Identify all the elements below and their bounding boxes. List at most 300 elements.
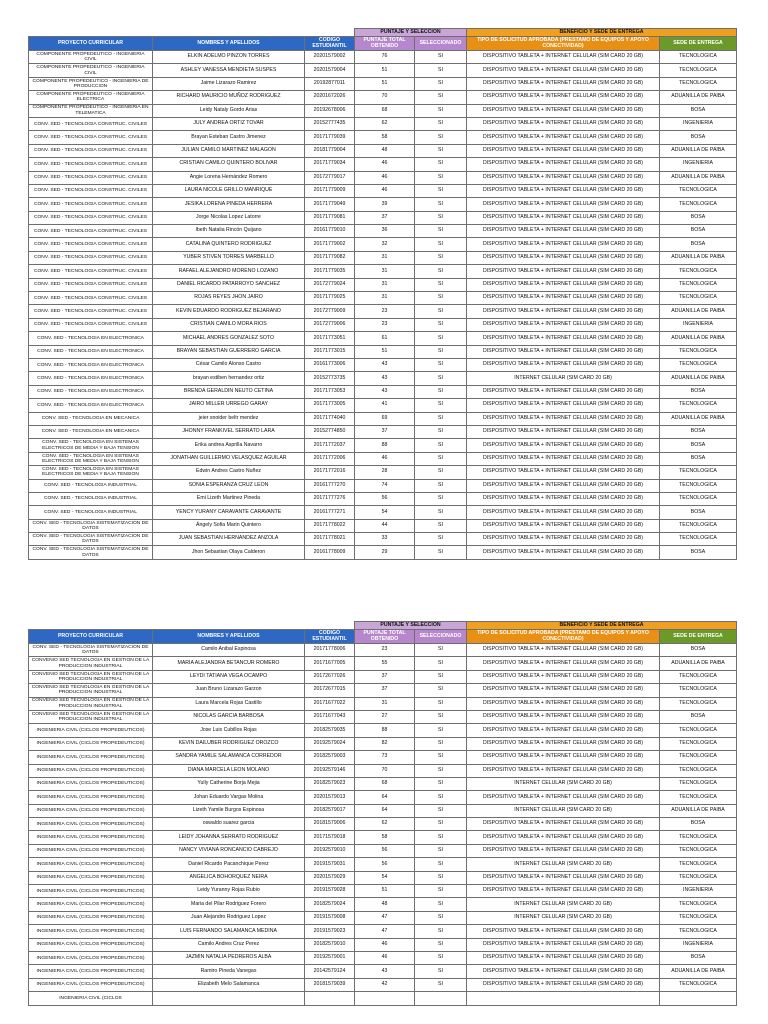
cell-seleccionado: SI: [415, 670, 467, 683]
cell-proyecto: CONV. SED - TECNOLOGIA EN ELECTRONICA: [29, 358, 153, 371]
cell-seleccionado: SI: [415, 898, 467, 911]
table-row: [29, 171, 737, 184]
table-row: [29, 804, 737, 817]
table-row: [29, 439, 737, 452]
column-header-row: [29, 37, 737, 51]
cell-tipo: DISPOSITIVO TABLETA + INTERNET CELULAR (SIM CARD 20 GB): [467, 479, 660, 492]
cell-tipo: DISPOSITIVO TABLETA + INTERNET CELULAR (SIM CARD 20 GB): [467, 492, 660, 505]
cell-tipo: DISPOSITIVO TABLETA + INTERNET CELULAR (SIM CARD 20 GB): [467, 710, 660, 723]
cell-codigo: 20171779009: [305, 184, 355, 197]
cell-puntaje: 58: [355, 131, 415, 144]
table-row: [29, 844, 737, 857]
cell-puntaje: 47: [355, 911, 415, 924]
cell-puntaje: 31: [355, 265, 415, 278]
cell-codigo: 20192678006: [305, 104, 355, 117]
cell-seleccionado: SI: [415, 938, 467, 951]
cell-puntaje: 70: [355, 764, 415, 777]
table-row: [29, 885, 737, 898]
cell-sede: TECNOLOGICA: [660, 198, 737, 211]
cell-nombre: Ramiro Pineda Vanegas: [153, 965, 305, 978]
cell-proyecto: CONV. SED - TECNOLOGIA EN SISTEMAS ELECTRICOS DE MEDIA Y BAJA TENSION: [29, 466, 153, 479]
cell-nombre: Angie Lorena Hernández Romero: [153, 171, 305, 184]
group-beneficio: BENEFICIO Y SEDE DE ENTREGA: [467, 622, 737, 630]
cell-tipo: INTERNET CELULAR (SIM CARD 20 GB): [467, 911, 660, 924]
cell-puntaje: 43: [355, 358, 415, 371]
cell-tipo: DISPOSITIVO TABLETA + INTERNET CELULAR (SIM CARD 20 GB): [467, 764, 660, 777]
cell-tipo: DISPOSITIVO TABLETA + INTERNET CELULAR (SIM CARD 20 GB): [467, 519, 660, 532]
cell-puntaje: 88: [355, 724, 415, 737]
table-row: [29, 278, 737, 291]
cell-nombre: KEVIN EDUARDO RODRIGUEZ BEJARANO: [153, 305, 305, 318]
cell-codigo: 20191579023: [305, 925, 355, 938]
cell-puntaje: 32: [355, 238, 415, 251]
students-table-1: [28, 28, 737, 560]
cell-puntaje: 69: [355, 412, 415, 425]
cell-codigo: 20171677022: [305, 697, 355, 710]
col-seleccionado: SELECCIONADO: [415, 630, 467, 644]
cell-nombre: ANGELICA BOHORQUEZ NEIRA: [153, 871, 305, 884]
cell-proyecto: INGENIERIA CIVIL (CICLOS PROPEDEUTICOS): [29, 751, 153, 764]
cell-nombre: BRAYAN SEBASTIAN GUERRERO GARCIA: [153, 345, 305, 358]
cell-puntaje: 74: [355, 479, 415, 492]
cell-puntaje: 23: [355, 318, 415, 331]
cell-sede: TECNOLOGICA: [660, 911, 737, 924]
cell-sede: TECNOLOGICA: [660, 533, 737, 546]
cell-sede: ADUANILLA DE PAIBA: [660, 412, 737, 425]
cell-proyecto: CONV. SED - TECNOLOGIA INDUSTRIAL: [29, 506, 153, 519]
cell-codigo: 20191579031: [305, 858, 355, 871]
table-row: [29, 131, 737, 144]
cell-sede: TECNOLOGICA: [660, 292, 737, 305]
cell-tipo: DISPOSITIVO TABLETA + INTERNET CELULAR (SIM CARD 20 GB): [467, 104, 660, 117]
cell-proyecto: CONVENIO SED TECNOLOGIA EN GESTION DE LA PRODUCCION INDUSTRIAL: [29, 657, 153, 670]
cell-proyecto: CONVENIO SED TECNOLOGIA EN GESTION DE LA PRODUCCION INDUSTRIAL: [29, 710, 153, 723]
cell-sede: TECNOLOGICA: [660, 898, 737, 911]
cell-nombre: CATALINA QUINTERO RODRIGUEZ: [153, 238, 305, 251]
cell-sede: BOSA: [660, 104, 737, 117]
table-row: [29, 992, 737, 1005]
table-row: [29, 737, 737, 750]
cell-codigo: 20171773051: [305, 332, 355, 345]
cell-proyecto: CONV. SED - TECNOLOGIA CONSTRUC. CIVILES: [29, 117, 153, 130]
cell-tipo: INTERNET CELULAR (SIM CARD 20 GB): [467, 858, 660, 871]
cell-seleccionado: SI: [415, 64, 467, 77]
cell-sede: TECNOLOGICA: [660, 358, 737, 371]
cell-sede: BOSA: [660, 644, 737, 657]
cell-nombre: Lizeth Yamile Burgos Espinosa: [153, 804, 305, 817]
cell-nombre: BRENDA GERALDIN NEUTO CETINA: [153, 385, 305, 398]
cell-sede: ADUANILLA DE PAIBA: [660, 332, 737, 345]
cell-codigo: [305, 992, 355, 1005]
cell-tipo: DISPOSITIVO TABLETA + INTERNET CELULAR (SIM CARD 20 GB): [467, 345, 660, 358]
cell-tipo: DISPOSITIVO TABLETA + INTERNET CELULAR (SIM CARD 20 GB): [467, 644, 660, 657]
cell-proyecto: CONV. SED - TECNOLOGIA CONSTRUC. CIVILES: [29, 251, 153, 264]
cell-tipo: DISPOSITIVO TABLETA + INTERNET CELULAR (SIM CARD 20 GB): [467, 452, 660, 465]
cell-tipo: DISPOSITIVO TABLETA + INTERNET CELULAR (SIM CARD 20 GB): [467, 158, 660, 171]
cell-puntaje: 73: [355, 751, 415, 764]
cell-tipo: DISPOSITIVO TABLETA + INTERNET CELULAR (SIM CARD 20 GB): [467, 791, 660, 804]
cell-tipo: DISPOSITIVO TABLETA + INTERNET CELULAR (SIM CARD 20 GB): [467, 670, 660, 683]
table-row: [29, 358, 737, 371]
table-row: [29, 751, 737, 764]
cell-proyecto: CONV. SED - TECNOLOGIA CONSTRUC. CIVILES: [29, 171, 153, 184]
cell-codigo: 20181579039: [305, 978, 355, 991]
cell-puntaje: 37: [355, 425, 415, 438]
cell-codigo: 20171779082: [305, 251, 355, 264]
cell-seleccionado: SI: [415, 764, 467, 777]
cell-tipo: DISPOSITIVO TABLETA + INTERNET CELULAR (SIM CARD 20 GB): [467, 358, 660, 371]
cell-nombre: Ibeth Natalia Rincón Quijano: [153, 225, 305, 238]
cell-proyecto: CONV. SED - TECNOLOGIA EN ELECTRONICA: [29, 372, 153, 385]
cell-nombre: RICHARD MAURICIO MUÑOZ RODRIGUEZ: [153, 91, 305, 104]
cell-proyecto: CONV. SED - TECNOLOGIA EN SISTEMAS ELECTRICOS DE MEDIA Y BAJA TENSION: [29, 439, 153, 452]
cell-sede: TECNOLOGICA: [660, 399, 737, 412]
cell-proyecto: INGENIERIA CIVIL (CICLOS: [29, 992, 153, 1005]
cell-tipo: DISPOSITIVO TABLETA + INTERNET CELULAR (SIM CARD 20 GB): [467, 211, 660, 224]
cell-sede: ADUANILLA DE PAIBA: [660, 91, 737, 104]
cell-puntaje: 46: [355, 158, 415, 171]
cell-codigo: 20182579017: [305, 804, 355, 817]
cell-puntaje: 64: [355, 791, 415, 804]
cell-proyecto: CONV. SED - TECNOLOGIA CONSTRUC. CIVILES: [29, 238, 153, 251]
cell-seleccionado: SI: [415, 144, 467, 157]
cell-puntaje: 31: [355, 251, 415, 264]
cell-tipo: DISPOSITIVO TABLETA + INTERNET CELULAR (SIM CARD 20 GB): [467, 844, 660, 857]
cell-codigo: 20171779081: [305, 211, 355, 224]
cell-seleccionado: SI: [415, 533, 467, 546]
cell-codigo: 20172779009: [305, 305, 355, 318]
cell-proyecto: CONVENIO SED TECNOLOGIA EN GESTION DE LA PRODUCCION INDUSTRIAL: [29, 684, 153, 697]
cell-puntaje: 88: [355, 439, 415, 452]
cell-puntaje: 31: [355, 697, 415, 710]
cell-puntaje: 48: [355, 144, 415, 157]
cell-proyecto: COMPONENTE PROPEDEUTICO - INGENIERIA CIVIL: [29, 51, 153, 64]
col-tipo: TIPO DE SOLICITUD APROBADA (PRESTAMO DE EQUIPOS Y APOYO CONECTIVIDAD): [467, 630, 660, 644]
table-row: [29, 697, 737, 710]
cell-tipo: DISPOSITIVO TABLETA + INTERNET CELULAR (SIM CARD 20 GB): [467, 91, 660, 104]
cell-sede: INGENIERIA: [660, 117, 737, 130]
cell-seleccionado: SI: [415, 358, 467, 371]
cell-sede: BOSA: [660, 951, 737, 964]
table-row: [29, 506, 737, 519]
cell-sede: BOSA: [660, 546, 737, 559]
cell-sede: TECNOLOGICA: [660, 777, 737, 790]
cell-nombre: Elizabeth Melo Salamanca: [153, 978, 305, 991]
cell-seleccionado: [415, 992, 467, 1005]
cell-seleccionado: SI: [415, 51, 467, 64]
cell-proyecto: COMPONENTE PROPEDEUTICO - INGENIERIA ELECTRICA: [29, 91, 153, 104]
cell-sede: TECNOLOGICA: [660, 466, 737, 479]
table-row: [29, 519, 737, 532]
cell-tipo: DISPOSITIVO TABLETA + INTERNET CELULAR (SIM CARD 20 GB): [467, 251, 660, 264]
cell-proyecto: CONV. SED - TECNOLOGIA CONSTRUC. CIVILES: [29, 305, 153, 318]
cell-tipo: DISPOSITIVO TABLETA + INTERNET CELULAR (SIM CARD 20 GB): [467, 871, 660, 884]
cell-seleccionado: SI: [415, 292, 467, 305]
cell-puntaje: 46: [355, 452, 415, 465]
cell-puntaje: 41: [355, 399, 415, 412]
cell-nombre: MICHAEL ANDRES GONZALEZ SOTO: [153, 332, 305, 345]
cell-puntaje: 42: [355, 978, 415, 991]
cell-sede: TECNOLOGICA: [660, 492, 737, 505]
table-row: [29, 158, 737, 171]
table-row: [29, 492, 737, 505]
cell-codigo: 20161773006: [305, 358, 355, 371]
cell-tipo: DISPOSITIVO TABLETA + INTERNET CELULAR (SIM CARD 20 GB): [467, 965, 660, 978]
cell-tipo: DISPOSITIVO TABLETA + INTERNET CELULAR (SIM CARD 20 GB): [467, 657, 660, 670]
cell-codigo: 20182579035: [305, 724, 355, 737]
cell-tipo: DISPOSITIVO TABLETA + INTERNET CELULAR (SIM CARD 20 GB): [467, 184, 660, 197]
table-row: [29, 898, 737, 911]
cell-nombre: ROJAS REYES JHON JAIRO: [153, 292, 305, 305]
cell-codigo: 20201579029: [305, 871, 355, 884]
table-row: [29, 238, 737, 251]
cell-tipo: DISPOSITIVO TABLETA + INTERNET CELULAR (SIM CARD 20 GB): [467, 978, 660, 991]
cell-tipo: DISPOSITIVO TABLETA + INTERNET CELULAR (SIM CARD 20 GB): [467, 318, 660, 331]
cell-nombre: JAZMIN NATALIA PEDREROS ALBA: [153, 951, 305, 964]
cell-proyecto: CONV. SED - TECNOLOGIA SISTEMATIZACION DE DATOS: [29, 644, 153, 657]
cell-seleccionado: SI: [415, 91, 467, 104]
col-nombres: NOMBRES Y APELLIDOS: [153, 630, 305, 644]
cell-nombre: JUAN SEBASTIAN HERNANDEZ ANZOLA: [153, 533, 305, 546]
cell-seleccionado: SI: [415, 278, 467, 291]
cell-sede: TECNOLOGICA: [660, 925, 737, 938]
cell-tipo: DISPOSITIVO TABLETA + INTERNET CELULAR (SIM CARD 20 GB): [467, 818, 660, 831]
cell-sede: TECNOLOGICA: [660, 479, 737, 492]
cell-nombre: jeier snoider beltr mendez: [153, 412, 305, 425]
cell-codigo: 20171774040: [305, 412, 355, 425]
cell-puntaje: 62: [355, 117, 415, 130]
cell-nombre: SANDRA YAMILE SALAMANCA CORREDOR: [153, 751, 305, 764]
table-row: [29, 452, 737, 465]
cell-codigo: 20171773015: [305, 345, 355, 358]
cell-codigo: 20171772006: [305, 452, 355, 465]
cell-proyecto: CONV. SED - TECNOLOGIA CONSTRUC. CIVILES: [29, 184, 153, 197]
cell-sede: TECNOLOGICA: [660, 858, 737, 871]
table-row: [29, 938, 737, 951]
cell-nombre: ASHLEY VANESSA MENDIETA SUSPES: [153, 64, 305, 77]
cell-puntaje: 55: [355, 657, 415, 670]
cell-tipo: DISPOSITIVO TABLETA + INTERNET CELULAR (SIM CARD 20 GB): [467, 697, 660, 710]
cell-puntaje: 56: [355, 844, 415, 857]
cell-seleccionado: SI: [415, 951, 467, 964]
cell-codigo: 20171779039: [305, 131, 355, 144]
cell-nombre: JESIKA LORENA PINEDA HERRERA: [153, 198, 305, 211]
cell-sede: [660, 992, 737, 1005]
cell-seleccionado: SI: [415, 818, 467, 831]
cell-puntaje: 62: [355, 818, 415, 831]
cell-codigo: 20171778006: [305, 644, 355, 657]
table-row: [29, 791, 737, 804]
cell-proyecto: CONV. SED - TECNOLOGIA EN ELECTRONICA: [29, 399, 153, 412]
group-puntaje: PUNTAJE Y SELECCIÓN: [355, 29, 467, 37]
cell-proyecto: CONV. SED - TECNOLOGIA CONSTRUC. CIVILES: [29, 318, 153, 331]
cell-proyecto: CONV. SED - TECNOLOGIA EN SISTEMAS ELECTRICOS DE MEDIA Y BAJA TENSION: [29, 452, 153, 465]
cell-tipo: DISPOSITIVO TABLETA + INTERNET CELULAR (SIM CARD 20 GB): [467, 117, 660, 130]
cell-proyecto: CONVENIO SED TECNOLOGIA EN GESTION DE LA PRODUCCION INDUSTRIAL: [29, 670, 153, 683]
cell-puntaje: 46: [355, 184, 415, 197]
table-row: [29, 225, 737, 238]
cell-codigo: 20172779006: [305, 318, 355, 331]
cell-puntaje: [355, 992, 415, 1005]
cell-nombre: Maria del Pilar Rodriguez Forero: [153, 898, 305, 911]
cell-nombre: CRISTIAN CAMILO MORA RIOS: [153, 318, 305, 331]
cell-tipo: DISPOSITIVO TABLETA + INTERNET CELULAR (SIM CARD 20 GB): [467, 506, 660, 519]
cell-proyecto: CONVENIO SED TECNOLOGIA EN GESTION DE LA PRODUCCION INDUSTRIAL: [29, 697, 153, 710]
cell-puntaje: 68: [355, 104, 415, 117]
cell-codigo: 20171778021: [305, 533, 355, 546]
table-row: [29, 345, 737, 358]
cell-sede: BOSA: [660, 211, 737, 224]
cell-tipo: DISPOSITIVO TABLETA + INTERNET CELULAR (SIM CARD 20 GB): [467, 305, 660, 318]
cell-tipo: DISPOSITIVO TABLETA + INTERNET CELULAR (SIM CARD 20 GB): [467, 533, 660, 546]
table-row: [29, 385, 737, 398]
cell-codigo: 20171772037: [305, 439, 355, 452]
cell-codigo: 20191579008: [305, 911, 355, 924]
col-seleccionado: SELECCIONADO: [415, 37, 467, 51]
cell-codigo: 20192877011: [305, 77, 355, 90]
cell-seleccionado: SI: [415, 965, 467, 978]
cell-sede: TECNOLOGICA: [660, 77, 737, 90]
cell-codigo: 20201579002: [305, 51, 355, 64]
cell-proyecto: CONV. SED - TECNOLOGIA CONSTRUC. CIVILES: [29, 265, 153, 278]
cell-nombre: Daniel Ricardo Pacanchique Perez: [153, 858, 305, 871]
cell-seleccionado: SI: [415, 644, 467, 657]
cell-tipo: DISPOSITIVO TABLETA + INTERNET CELULAR (SIM CARD 20 GB): [467, 831, 660, 844]
cell-puntaje: 46: [355, 951, 415, 964]
cell-codigo: 20171778022: [305, 519, 355, 532]
cell-seleccionado: SI: [415, 710, 467, 723]
table-body-1: [29, 51, 737, 560]
cell-codigo: 20171677005: [305, 657, 355, 670]
cell-codigo: 20182579024: [305, 898, 355, 911]
cell-nombre: Emi Lizeth Martinez Pineda: [153, 492, 305, 505]
cell-seleccionado: SI: [415, 412, 467, 425]
cell-tipo: DISPOSITIVO TABLETA + INTERNET CELULAR (SIM CARD 20 GB): [467, 466, 660, 479]
cell-tipo: DISPOSITIVO TABLETA + INTERNET CELULAR (SIM CARD 20 GB): [467, 225, 660, 238]
cell-seleccionado: SI: [415, 305, 467, 318]
cell-puntaje: 43: [355, 385, 415, 398]
cell-nombre: Camilo Andres Cruz Perez: [153, 938, 305, 951]
cell-puntaje: 64: [355, 804, 415, 817]
cell-seleccionado: SI: [415, 77, 467, 90]
table-row: [29, 198, 737, 211]
cell-sede: ADUANILLA DE PAIBA: [660, 144, 737, 157]
cell-sede: BOSA: [660, 225, 737, 238]
cell-puntaje: 58: [355, 831, 415, 844]
table-row: [29, 724, 737, 737]
cell-proyecto: CONV. SED - TECNOLOGIA CONSTRUC. CIVILES: [29, 278, 153, 291]
cell-codigo: 20142579124: [305, 965, 355, 978]
cell-puntaje: 46: [355, 171, 415, 184]
cell-tipo: DISPOSITIVO TABLETA + INTERNET CELULAR (SIM CARD 20 GB): [467, 77, 660, 90]
cell-sede: TECNOLOGICA: [660, 791, 737, 804]
cell-sede: TECNOLOGICA: [660, 64, 737, 77]
group-blank: [29, 622, 355, 630]
cell-puntaje: 54: [355, 506, 415, 519]
cell-codigo: 20182579003: [305, 751, 355, 764]
cell-seleccionado: SI: [415, 117, 467, 130]
cell-codigo: 20171677043: [305, 710, 355, 723]
cell-sede: TECNOLOGICA: [660, 265, 737, 278]
cell-codigo: 20172779024: [305, 278, 355, 291]
cell-codigo: 20152777435: [305, 117, 355, 130]
col-sede: SEDE DE ENTREGA: [660, 630, 737, 644]
group-header-row: [29, 29, 737, 37]
cell-sede: TECNOLOGICA: [660, 844, 737, 857]
cell-seleccionado: SI: [415, 251, 467, 264]
table-row: [29, 871, 737, 884]
cell-seleccionado: SI: [415, 751, 467, 764]
cell-proyecto: CONV. SED - TECNOLOGIA INDUSTRIAL: [29, 479, 153, 492]
cell-nombre: César Camilo Alonso Castro: [153, 358, 305, 371]
table-row: [29, 51, 737, 64]
cell-proyecto: COMPONENTE PROPEDEUTICO - INGENIERIA DE PRODUCCION: [29, 77, 153, 90]
cell-seleccionado: SI: [415, 492, 467, 505]
cell-tipo: DISPOSITIVO TABLETA + INTERNET CELULAR (SIM CARD 20 GB): [467, 278, 660, 291]
table-row: [29, 951, 737, 964]
cell-nombre: Ángely Sofia Marin Quintero: [153, 519, 305, 532]
cell-seleccionado: SI: [415, 804, 467, 817]
group-beneficio: BENEFICIO Y SEDE DE ENTREGA: [467, 29, 737, 37]
cell-codigo: 20161777270: [305, 479, 355, 492]
cell-nombre: DANIEL RICARDO PATARROYO SANCHEZ: [153, 278, 305, 291]
cell-proyecto: CONV. SED - TECNOLOGIA EN ELECTRONICA: [29, 332, 153, 345]
cell-tipo: DISPOSITIVO TABLETA + INTERNET CELULAR (SIM CARD 20 GB): [467, 171, 660, 184]
col-proyecto: PROYECTO CURRICULAR: [29, 630, 153, 644]
table-row: [29, 332, 737, 345]
table-row: [29, 425, 737, 438]
cell-sede: TECNOLOGICA: [660, 51, 737, 64]
cell-nombre: YENCY YURANY CARAVANTE CARAVANTE: [153, 506, 305, 519]
cell-proyecto: CONV. SED - TECNOLOGIA CONSTRUC. CIVILES: [29, 131, 153, 144]
cell-nombre: Jaime Lizarazo Ramirez: [153, 77, 305, 90]
cell-nombre: NANCY VIVIANA RONCANCIO CABREJO: [153, 844, 305, 857]
cell-sede: ADUANILLA DE PAIBA: [660, 965, 737, 978]
table-row: [29, 670, 737, 683]
cell-puntaje: 31: [355, 278, 415, 291]
cell-nombre: JULY ANDREA ORTIZ TOVAR: [153, 117, 305, 130]
cell-seleccionado: SI: [415, 466, 467, 479]
cell-sede: BOSA: [660, 506, 737, 519]
cell-codigo: 20171779002: [305, 238, 355, 251]
cell-proyecto: INGENIERIA CIVIL (CICLOS PROPEDEUTICOS): [29, 737, 153, 750]
cell-proyecto: INGENIERIA CIVIL (CICLOS PROPEDEUTICOS): [29, 724, 153, 737]
cell-sede: ADUANILLA DE PAIBA: [660, 251, 737, 264]
cell-nombre: NICOLAS GARCIA BARBOSA: [153, 710, 305, 723]
cell-nombre: MARIA ALEJANDRA BETANCUR ROMERO: [153, 657, 305, 670]
cell-tipo: DISPOSITIVO TABLETA + INTERNET CELULAR (SIM CARD 20 GB): [467, 885, 660, 898]
cell-tipo: DISPOSITIVO TABLETA + INTERNET CELULAR (SIM CARD 20 GB): [467, 399, 660, 412]
cell-puntaje: 56: [355, 492, 415, 505]
cell-tipo: INTERNET CELULAR (SIM CARD 20 GB): [467, 804, 660, 817]
table-row: [29, 657, 737, 670]
cell-puntaje: 23: [355, 305, 415, 318]
cell-puntaje: 51: [355, 885, 415, 898]
cell-puntaje: 43: [355, 372, 415, 385]
cell-proyecto: CONV. SED - TECNOLOGIA EN ELECTRONICA: [29, 345, 153, 358]
table-row: [29, 91, 737, 104]
cell-proyecto: INGENIERIA CIVIL (CICLOS PROPEDEUTICOS): [29, 791, 153, 804]
cell-codigo: 20171779025: [305, 292, 355, 305]
cell-nombre: Jorge Nicolas Lopez Latorre: [153, 211, 305, 224]
cell-tipo: DISPOSITIVO TABLETA + INTERNET CELULAR (SIM CARD 20 GB): [467, 265, 660, 278]
cell-nombre: Brayan Esteban Castro Jimenez: [153, 131, 305, 144]
cell-tipo: DISPOSITIVO TABLETA + INTERNET CELULAR (SIM CARD 20 GB): [467, 198, 660, 211]
cell-puntaje: 70: [355, 91, 415, 104]
cell-proyecto: CONV. SED - TECNOLOGIA SISTEMATIZACION DE DATOS: [29, 519, 153, 532]
cell-tipo: DISPOSITIVO TABLETA + INTERNET CELULAR (SIM CARD 20 GB): [467, 385, 660, 398]
cell-sede: TECNOLOGICA: [660, 751, 737, 764]
